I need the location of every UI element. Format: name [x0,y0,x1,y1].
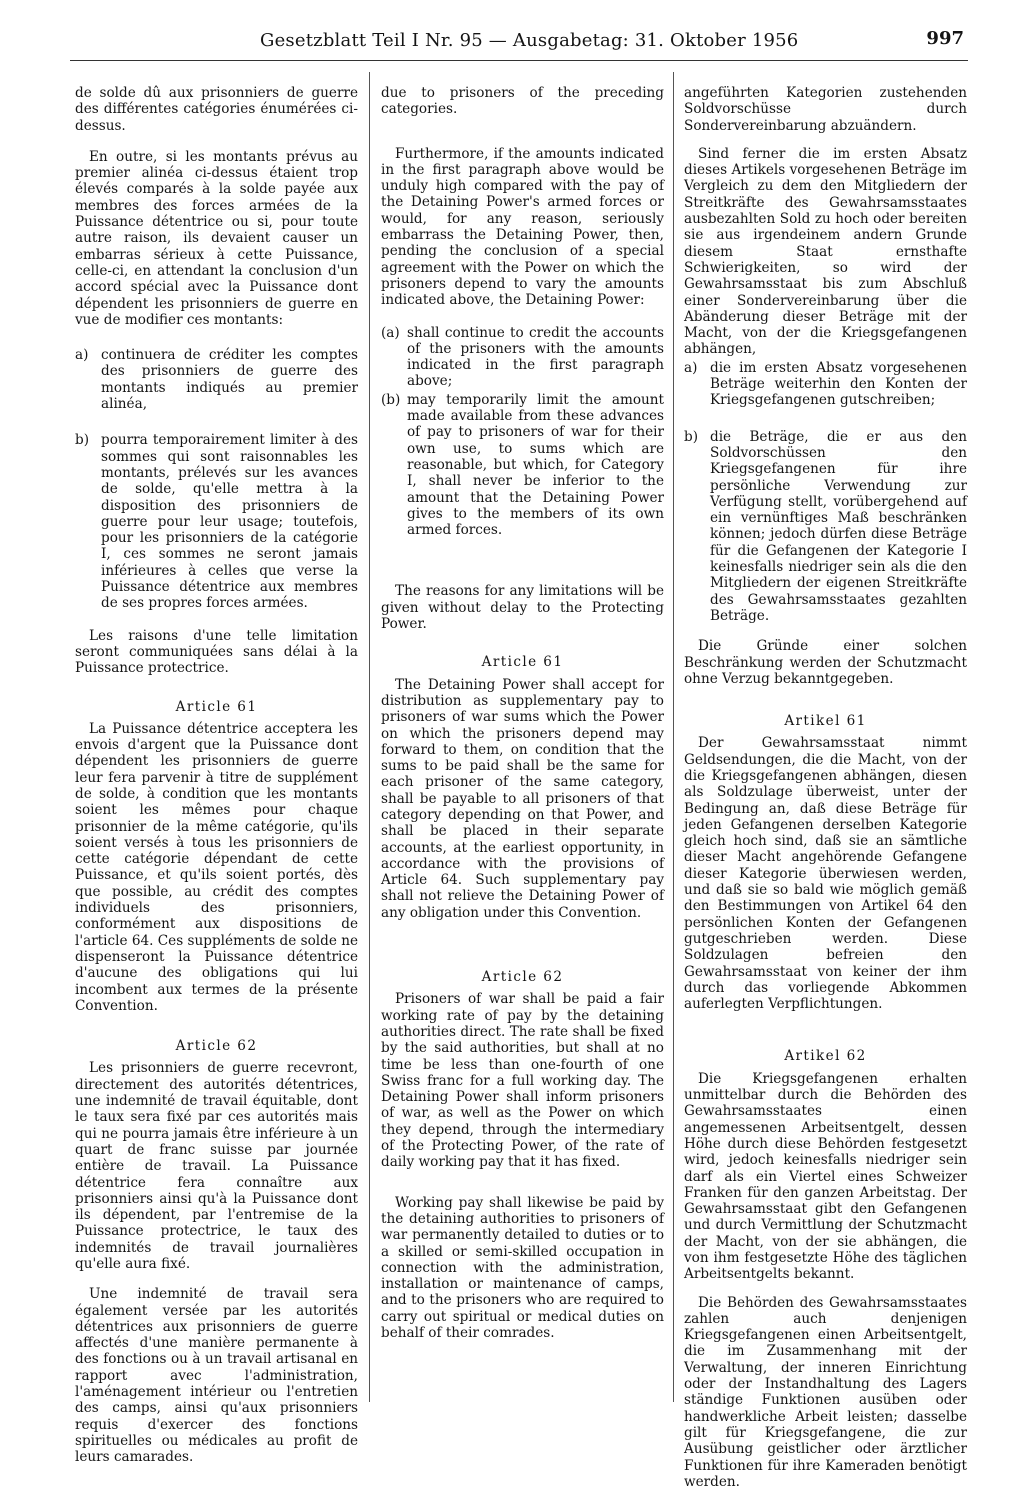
fr-paragraph-en-outre: En outre, si les montants prévus au premier alinéa ci-dessus étaient trop élevés comparés à la solde payée aux membres des forces armées de la Puissance détentrice ou si, pour toute autre raison, ils devaient causer un embarras sérieux à cette Puissance, celle-ci, en attendant la conclusion d'un accord spécial avec la Puissance dont dépendent les prisonniers de guerre en vue de modifier ces montants: [75,148,358,328]
fr-item-a-text: continuera de créditer les comptes des prisonniers de guerre des montants indiqués au premier alinéa, [101,347,358,413]
en-item-a-label: (a) [381,324,400,341]
de-article-62-paragraph-2: Die Behörden des Gewahrsamsstaates zahlen auch denjenigen Kriegsgefangenen einen Arbeitsentgelt, die im Zusammenhang mit der Verwaltung, der inneren Einrichtung oder der Instandhaltung des Lagers ständige Funktionen ausüben oder handwerkliche Arbeit leisten; dasselbe gilt für Kriegsgefangene, die zur Ausübung geistlicher oder ärztlicher Funktionen für ihre Kameraden benötigt werden. [684,1294,967,1490]
en-item-b-text: may temporarily limit the amount made available from these advances of pay to prisoners of war for their own use, to sums which are reasonable, but which, for Category I, shall never be inferior to the amount that the Detaining Power gives to the members of its own armed forces. [407,391,664,539]
en-article-62-paragraph-2: Working pay shall likewise be paid by the detaining authorities to prisoners of war permanently detailed to duties or to a skilled or semi-skilled occupation in connection with the administration, installation or maintenance of camps, and to the prisoners who are required to carry out spiritual or medical duties on behalf of their comrades. [381,1194,664,1341]
fr-article-61-text: La Puissance détentrice acceptera les envois d'argent que la Puissance dont dépendent les prisonniers de guerre leur fera parvenir à titre de supplément de solde, à condition que les montants soient les mêmes pour chaque prisonnier de la même catégorie, qu'ils soient versés à tous les prisonniers de cette catégorie dépendant de cette Puissance, et qu'ils soient portés, dès que possible, au crédit des comptes individuels des prisonniers, conformément aux dispositions de l'article 64. Ces suppléments de solde ne dispenseront la Puissance détentrice d'aucune des obligations qui lui incombent aux termes de la présente Convention. [75,720,358,1014]
en-item-a [381,325,664,390]
de-item-b-label: b) [684,428,699,445]
de-paragraph-ferner: Sind ferner die im ersten Absatz dieses Artikels vorgesehenen Beträge im Vergleich zu dem den Mitgliedern der Streitkräfte des Gewahrsamsstaates ausbezahlten Sold zu hoch oder bereiten sie aus irgendeinem andern Grunde diesem Staat ernsthafte Schwierigkeiten, so wird der Gewahrsamsstaat bis zum Abschluß einer Sondervereinbarung über die Abänderung dieser Beträge mit der Macht, von der die Kriegsgefangenen abhängen, [684,145,967,358]
de-item-b-text: die Beträge, die er aus den Soldvorschüssen den Kriegsgefangenen für ihre persönliche Verwendung zur Verfügung stellt, vorübergehend auf ein vernünftiges Maß beschränken können; jedoch dürfen diese Beträge für die Gefangenen der Kategorie I keinesfalls niedriger sein als die den Mitgliedern der eigenen Streitkräfte des Gewahrsamsstaates gezahlten Beträge. [710,428,967,624]
fr-item-a [75,347,358,412]
en-paragraph-reasons: The reasons for any limitations will be given without delay to the Protecting Power. [381,583,664,633]
de-item-a [684,360,967,409]
fr-item-b [75,432,358,611]
fr-paragraph-continued: de solde dû aux prisonniers de guerre des différentes catégories énumérées ci-dessus. [75,85,358,134]
en-item-b [381,392,664,539]
de-item-a-label: a) [684,359,698,376]
french-column [75,85,358,1466]
de-article-62-heading: Artikel 62 [784,1048,867,1065]
de-paragraph-continued: angeführten Kategorien zustehenden Soldvorschüsse durch Sondervereinbarung abzuändern. [684,85,967,134]
fr-item-a-label: a) [75,347,89,364]
de-item-b [684,429,967,625]
de-item-a-text: die im ersten Absatz vorgesehenen Beträge weiterhin den Konten der Kriegsgefangenen gutschreiben; [710,359,967,409]
fr-item-b-label: b) [75,432,90,449]
de-article-62-paragraph-1: Die Kriegsgefangenen erhalten unmittelbar durch die Behörden des Gewahrsamsstaates einen angemessenen Arbeitsentgelt, dessen Höhe durch diese Behörden festgesetzt wird, jedoch keinesfalls niedriger sein darf als ein Viertel eines Schweizer Franken für den ganzen Arbeitstag. Der Gewahrsamsstaat gibt den Gefangenen und durch Vermittlung der Schutzmacht der Macht, von der sie abhängen, die von ihm festgesetzte Höhe des täglichen Arbeitsentgelts bekannt. [684,1070,967,1283]
en-item-a-text: shall continue to credit the accounts of the prisoners with the amounts indicated in the first paragraph above; [407,324,664,390]
fr-article-62-paragraph-2: Une indemnité de travail sera également versée par les autorités détentrices aux prisonniers de guerre affectés d'une manière permanente à des fonctions ou à un travail artisanal en rapport avec l'administration, l'aménagement intérieur ou l'entretien des camps, ainsi qu'aux prisonniers requis d'exercer des fonctions spirituelles ou médicales au profit de leurs camarades. [75,1286,358,1466]
en-article-61-heading: Article 61 [481,654,564,671]
en-article-61-text: The Detaining Power shall accept for distribution as supplementary pay to prisoners of war sums which the Power on which the prisoners depend may forward to them, on condition that the sums to be paid shall be the same for each prisoner of the same category, shall be payable to all prisoners of that category depending on that Power, and shall be placed in their separate accounts, at the earliest opportunity, in accordance with the provisions of Article 64. Such supplementary pay shall not relieve the Detaining Power of any obligation under this Convention. [381,676,664,921]
fr-paragraph-raisons: Les raisons d'une telle limitation seront communiquées sans délai à la Puissance protectrice. [75,627,358,677]
en-paragraph-continued: due to prisoners of the preceding categories. [381,85,664,118]
page-header [70,24,968,61]
en-item-b-label: (b) [381,391,401,408]
en-article-62-heading: Article 62 [481,969,564,986]
page-number: 997 [926,28,964,49]
de-article-61-heading: Artikel 61 [784,713,867,730]
de-article-61-text: Der Gewahrsamsstaat nimmt Geldsendungen, die die Macht, von der die Kriegsgefangenen abhängen, diesen als Soldzulage überweist, unter der Bedingung an, daß diese Beträge für jeden Gefangenen derselben Kategorie gleich hoch sind, daß sie an sämtliche dieser Macht angehörende Gefangene dieser Kategorie überwiesen werden, und daß sie so bald wie möglich gemäß den Bestimmungen von Artikel 64 den persönlichen Konten der Gefangenen gutgeschrieben werden. Diese Soldzulagen befreien den Gewahrsamsstaat von keiner der ihm durch das vorliegende Abkommen auferlegten Verpflichtungen. [684,735,967,1013]
column-divider-2 [673,72,674,1402]
column-divider-1 [369,72,370,1402]
de-paragraph-gruende: Die Gründe einer solchen Beschränkung werden der Schutzmacht ohne Verzug bekanntgegeben. [684,638,967,687]
english-column [381,85,664,1405]
german-column [684,85,967,1490]
en-article-62-paragraph-1: Prisoners of war shall be paid a fair working rate of pay by the detaining authorities direct. The rate shall be fixed by the said authorities, but shall at no time be less than one-fourth of one Swiss franc for a full working day. The Detaining Power shall inform prisoners of war, as well as the Power on which they depend, through the intermediary of the Protecting Power, of the rate of daily working pay that it has fixed. [381,991,664,1171]
en-paragraph-furthermore: Furthermore, if the amounts indicated in the first paragraph above would be unduly high compared with the pay of the Detaining Power's armed forces or would, for any reason, seriously embarrass the Detaining Power, then, pending the conclusion of a special agreement with the Power on which the prisoners depend to vary the amounts indicated above, the Detaining Power: [381,145,664,309]
fr-article-62-paragraph-1: Les prisonniers de guerre recevront, directement des autorités détentrices, une indemnité de travail équitable, dont le taux sera fixé par ces autorités mais qui ne pourra jamais être inférieure à un quart de franc suisse par journée entière de travail. La Puissance détentrice fera connaître aux prisonniers ainsi qu'à la Puissance dont ils dépendent, par l'entremise de la Puissance protectrice, le taux des indemnités de travail journalières qu'elle aura fixé. [75,1060,358,1272]
fr-article-62-heading: Article 62 [175,1038,258,1055]
fr-item-b-text: pourra temporairement limiter à des sommes qui sont raisonnables les montants, prélevés sur les avances de solde, qu'elle mettra à la disposition des prisonniers de guerre pour leur usage; toutefois, pour les prisonniers de la catégorie I, ces sommes ne seront jamais inférieures à celles que verse la Puissance détentrice aux membres de ses propres forces armées. [101,432,358,612]
fr-article-61-heading: Article 61 [175,698,258,715]
gazette-title: Gesetzblatt Teil I Nr. 95 — Ausgabetag: 31. Oktober 1956 [260,30,799,51]
